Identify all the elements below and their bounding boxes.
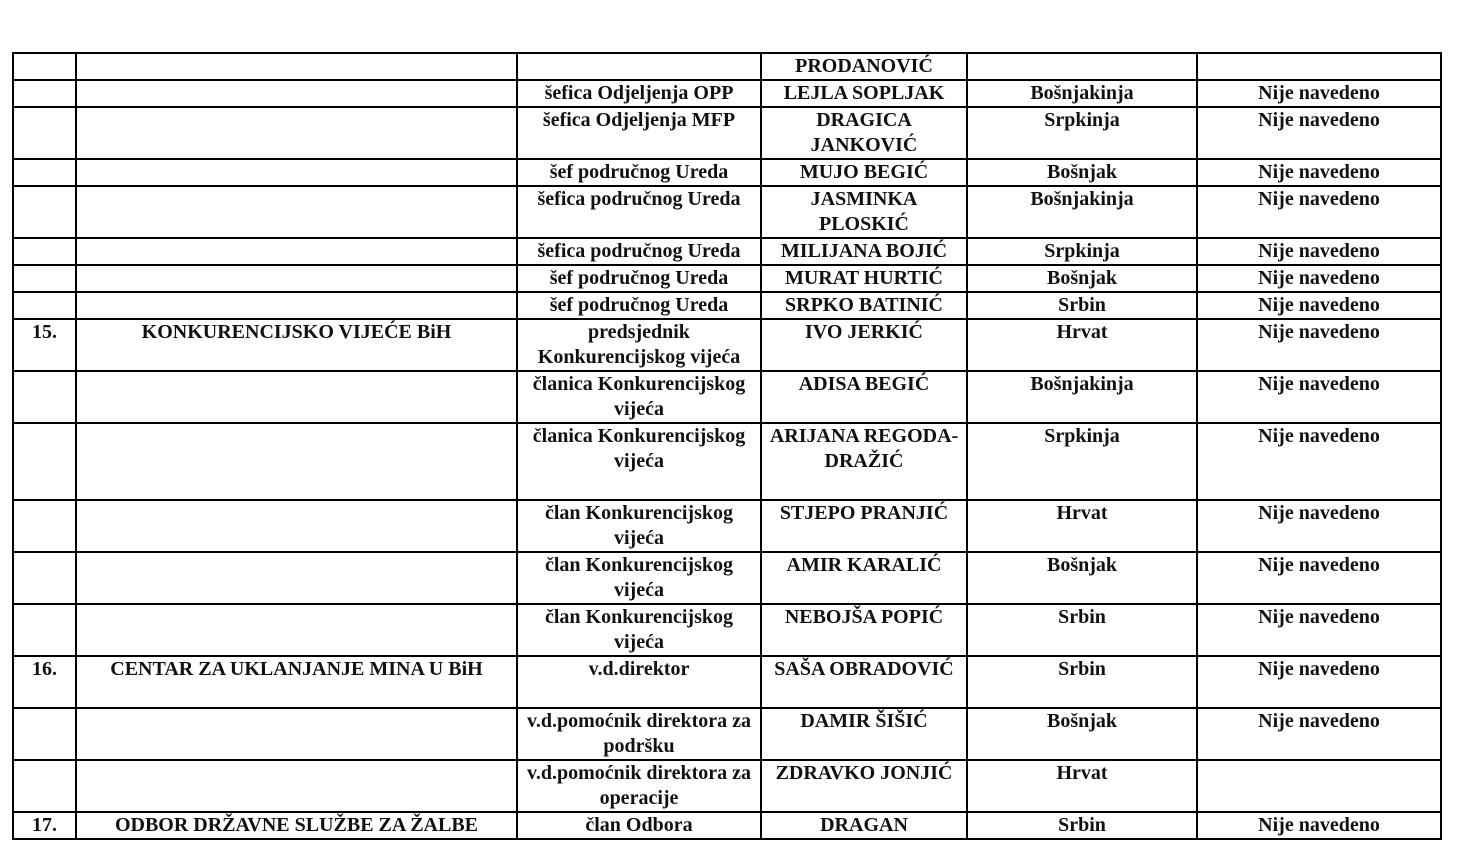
cell-name: DRAGICA JANKOVIĆ: [761, 107, 967, 159]
table-row: [13, 552, 1441, 604]
table-row: [13, 107, 1441, 159]
cell-note: [1197, 760, 1441, 812]
cell-note: Nije navedeno: [1197, 423, 1441, 500]
cell-institution: [76, 760, 517, 812]
cell-ethnicity: Bošnjak: [967, 552, 1197, 604]
cell-ethnicity: Srpkinja: [967, 107, 1197, 159]
cell-position: šefica područnog Ureda: [517, 186, 761, 238]
cell-name: AMIR KARALIĆ: [761, 552, 967, 604]
cell-note: Nije navedeno: [1197, 292, 1441, 319]
table-row: [13, 265, 1441, 292]
cell-position: v.d.pomoćnik direktora za operacije: [517, 760, 761, 812]
table-row: [13, 319, 1441, 371]
cell-ethnicity: Srbin: [967, 656, 1197, 708]
cell-name: PRODANOVIĆ: [761, 53, 967, 80]
cell-position: član Konkurencijskog vijeća: [517, 500, 761, 552]
cell-number: [13, 53, 76, 80]
cell-note: Nije navedeno: [1197, 552, 1441, 604]
cell-note: Nije navedeno: [1197, 238, 1441, 265]
cell-ethnicity: Bošnjakinja: [967, 371, 1197, 423]
cell-name: ARIJANA REGODA-DRAŽIĆ: [761, 423, 967, 500]
table-row: [13, 423, 1441, 500]
cell-name: IVO JERKIĆ: [761, 319, 967, 371]
cell-position: član Konkurencijskog vijeća: [517, 552, 761, 604]
table-row: [13, 656, 1441, 708]
cell-position: v.d.direktor: [517, 656, 761, 708]
cell-note: Nije navedeno: [1197, 265, 1441, 292]
cell-institution: [76, 53, 517, 80]
cell-ethnicity: Bošnjak: [967, 708, 1197, 760]
cell-institution: [76, 500, 517, 552]
cell-name: MUJO BEGIĆ: [761, 159, 967, 186]
cell-institution: [76, 265, 517, 292]
cell-institution: ODBOR DRŽAVNE SLUŽBE ZA ŽALBE: [76, 812, 517, 839]
cell-note: Nije navedeno: [1197, 319, 1441, 371]
cell-number: [13, 265, 76, 292]
cell-position: član Konkurencijskog vijeća: [517, 604, 761, 656]
table-row: [13, 371, 1441, 423]
cell-position: članica Konkurencijskog vijeća: [517, 423, 761, 500]
cell-number: [13, 371, 76, 423]
cell-name: SRPKO BATINIĆ: [761, 292, 967, 319]
table-row: [13, 292, 1441, 319]
table-row: [13, 604, 1441, 656]
table-row: [13, 159, 1441, 186]
cell-number: [13, 500, 76, 552]
cell-note: Nije navedeno: [1197, 80, 1441, 107]
cell-number: [13, 423, 76, 500]
cell-note: Nije navedeno: [1197, 812, 1441, 839]
cell-ethnicity: Hrvat: [967, 319, 1197, 371]
cell-note: Nije navedeno: [1197, 159, 1441, 186]
cell-name: DAMIR ŠIŠIĆ: [761, 708, 967, 760]
cell-number: 15.: [13, 319, 76, 371]
cell-ethnicity: Srpkinja: [967, 238, 1197, 265]
cell-number: [13, 186, 76, 238]
cell-position: šefica područnog Ureda: [517, 238, 761, 265]
cell-number: [13, 760, 76, 812]
table-row: [13, 708, 1441, 760]
cell-institution: KONKURENCIJSKO VIJEĆE BiH: [76, 319, 517, 371]
cell-note: Nije navedeno: [1197, 656, 1441, 708]
cell-number: [13, 708, 76, 760]
cell-institution: CENTAR ZA UKLANJANJE MINA U BiH: [76, 656, 517, 708]
cell-note: [1197, 53, 1441, 80]
table-row: [13, 186, 1441, 238]
cell-note: Nije navedeno: [1197, 107, 1441, 159]
cell-ethnicity: Bošnjakinja: [967, 186, 1197, 238]
cell-institution: [76, 80, 517, 107]
cell-position: članica Konkurencijskog vijeća: [517, 371, 761, 423]
cell-institution: [76, 708, 517, 760]
cell-number: [13, 292, 76, 319]
cell-position: šefica Odjeljenja MFP: [517, 107, 761, 159]
cell-name: ADISA BEGIĆ: [761, 371, 967, 423]
cell-institution: [76, 186, 517, 238]
cell-institution: [76, 552, 517, 604]
cell-position: predsjednik Konkurencijskog vijeća: [517, 319, 761, 371]
cell-position: šef područnog Ureda: [517, 159, 761, 186]
cell-position: šefica Odjeljenja OPP: [517, 80, 761, 107]
cell-name: DRAGAN: [761, 812, 967, 839]
cell-name: MILIJANA BOJIĆ: [761, 238, 967, 265]
cell-note: Nije navedeno: [1197, 186, 1441, 238]
cell-name: STJEPO PRANJIĆ: [761, 500, 967, 552]
cell-ethnicity: Srpkinja: [967, 423, 1197, 500]
cell-ethnicity: Srbin: [967, 292, 1197, 319]
cell-institution: [76, 423, 517, 500]
cell-ethnicity: Bošnjak: [967, 265, 1197, 292]
cell-institution: [76, 238, 517, 265]
cell-institution: [76, 159, 517, 186]
cell-position: član Odbora: [517, 812, 761, 839]
cell-number: [13, 238, 76, 265]
cell-number: 17.: [13, 812, 76, 839]
cell-institution: [76, 371, 517, 423]
cell-name: SAŠA OBRADOVIĆ: [761, 656, 967, 708]
cell-position: šef područnog Ureda: [517, 292, 761, 319]
table-row: [13, 500, 1441, 552]
cell-position: [517, 53, 761, 80]
cell-ethnicity: Srbin: [967, 812, 1197, 839]
table-row: [13, 53, 1441, 80]
cell-ethnicity: Srbin: [967, 604, 1197, 656]
cell-name: MURAT HURTIĆ: [761, 265, 967, 292]
cell-number: [13, 159, 76, 186]
cell-number: [13, 80, 76, 107]
cell-number: 16.: [13, 656, 76, 708]
table-row: [13, 760, 1441, 812]
cell-number: [13, 552, 76, 604]
officials-table-body: [13, 53, 1441, 839]
cell-note: Nije navedeno: [1197, 604, 1441, 656]
cell-number: [13, 107, 76, 159]
cell-ethnicity: [967, 53, 1197, 80]
cell-institution: [76, 107, 517, 159]
table-row: [13, 238, 1441, 265]
cell-ethnicity: Hrvat: [967, 500, 1197, 552]
table-row: [13, 812, 1441, 839]
cell-note: Nije navedeno: [1197, 371, 1441, 423]
cell-position: šef područnog Ureda: [517, 265, 761, 292]
cell-ethnicity: Hrvat: [967, 760, 1197, 812]
cell-name: JASMINKA PLOSKIĆ: [761, 186, 967, 238]
cell-number: [13, 604, 76, 656]
cell-ethnicity: Bošnjakinja: [967, 80, 1197, 107]
cell-position: v.d.pomoćnik direktora za podršku: [517, 708, 761, 760]
cell-note: Nije navedeno: [1197, 708, 1441, 760]
cell-institution: [76, 292, 517, 319]
cell-name: NEBOJŠA POPIĆ: [761, 604, 967, 656]
cell-name: ZDRAVKO JONJIĆ: [761, 760, 967, 812]
cell-ethnicity: Bošnjak: [967, 159, 1197, 186]
cell-note: Nije navedeno: [1197, 500, 1441, 552]
cell-institution: [76, 604, 517, 656]
table-row: [13, 80, 1441, 107]
cell-name: LEJLA SOPLJAK: [761, 80, 967, 107]
officials-table: [12, 52, 1442, 840]
